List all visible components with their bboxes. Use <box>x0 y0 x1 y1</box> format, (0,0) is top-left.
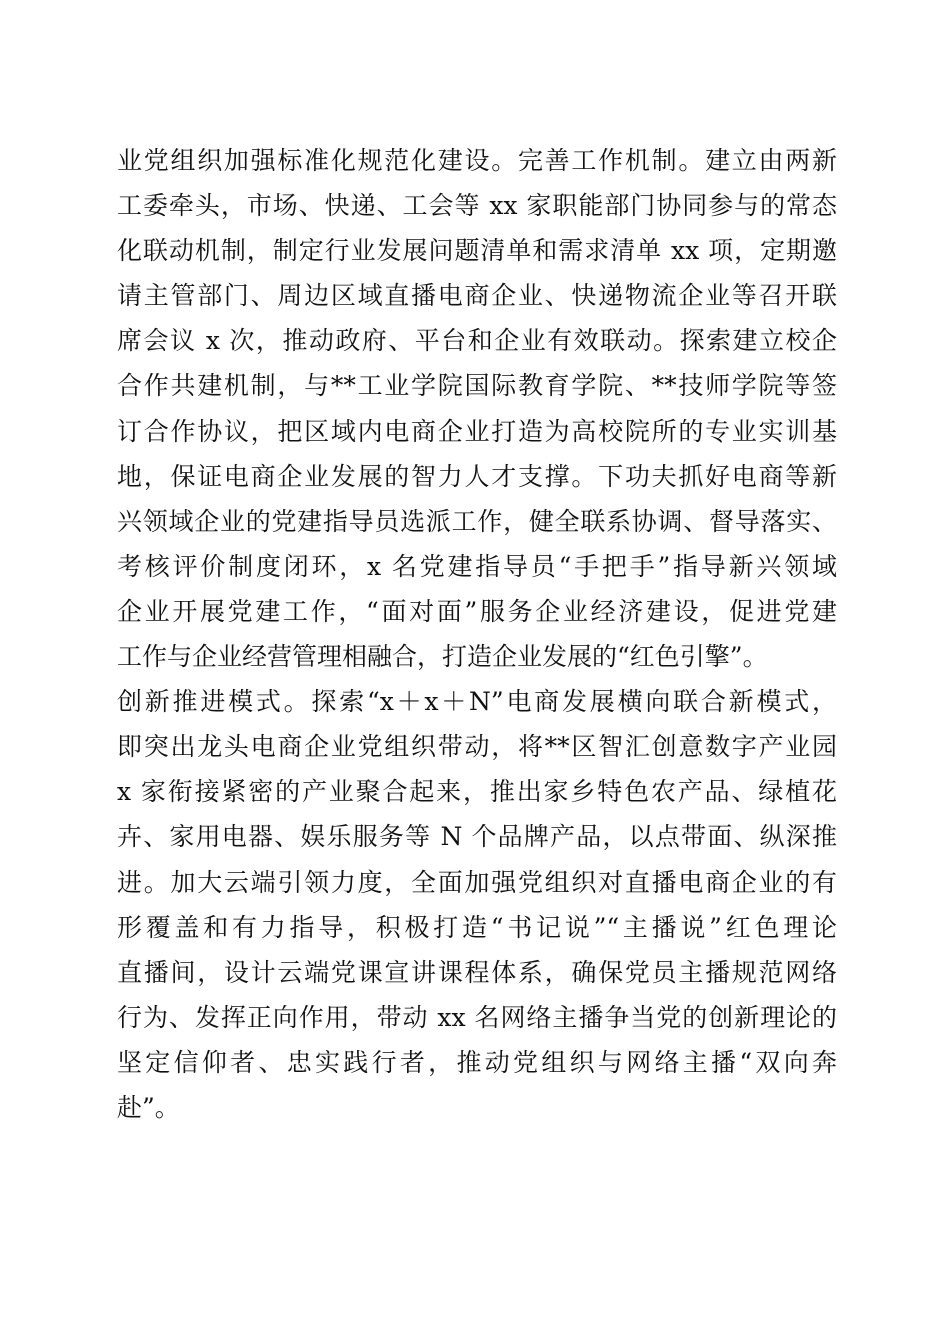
text-line: 创新推进模式。探索“x＋x＋N”电商发展横向联合新模式， <box>117 687 837 717</box>
body-paragraph <box>117 138 837 1130</box>
text-line: 业党组织加强标准化规范化建设。完善工作机制。建立由两新 <box>117 146 837 175</box>
text-line: 即突出龙头电商企业党组织带动，将**区智汇创意数字产业园 <box>117 732 837 762</box>
text-line: 直播间，设计云端党课宣讲课程体系，确保党员主播规范网络 <box>117 957 837 987</box>
text-line: 请主管部门、周边区域直播电商企业、快递物流企业等召开联 <box>117 281 837 311</box>
text-line: 企业开展党建工作，“面对面”服务企业经济建设，促进党建 <box>117 596 837 626</box>
text-line: 合作共建机制，与**工业学院国际教育学院、**技师学院等签 <box>117 371 837 401</box>
text-line: 兴领域企业的党建指导员选派工作，健全联系协调、督导落实、 <box>117 506 837 536</box>
text-line: 卉、家用电器、娱乐服务等 N 个品牌产品，以点带面、纵深推 <box>117 822 837 852</box>
text-line: 进。加大云端引领力度，全面加强党组织对直播电商企业的有 <box>117 867 837 897</box>
text-line: 赴”。 <box>117 1092 180 1122</box>
text-line: 订合作协议，把区域内电商企业打造为高校院所的专业实训基 <box>117 416 837 446</box>
text-line: 行为、发挥正向作用，带动 xx 名网络主播争当党的创新理论的 <box>117 1002 837 1032</box>
text-line: 形覆盖和有力指导，积极打造“书记说”“主播说”红色理论 <box>117 912 837 942</box>
text-line: 席会议 x 次，推动政府、平台和企业有效联动。探索建立校企 <box>117 326 837 356</box>
text-line: 工委牵头，市场、快递、工会等 xx 家职能部门协同参与的常态 <box>117 191 837 221</box>
text-line: 工作与企业经营管理相融合，打造企业发展的“红色引擎”。 <box>117 642 768 672</box>
text-line: x 家衔接紧密的产业聚合起来，推出家乡特色农产品、绿植花 <box>117 777 837 807</box>
text-line: 化联动机制，制定行业发展问题清单和需求清单 xx 项，定期邀 <box>117 236 837 266</box>
text-line: 考核评价制度闭环，x 名党建指导员“手把手”指导新兴领域 <box>117 551 837 581</box>
text-line: 坚定信仰者、忠实践行者，推动党组织与网络主播“双向奔 <box>117 1047 837 1077</box>
text-line: 地，保证电商企业发展的智力人才支撑。下功夫抓好电商等新 <box>117 461 837 491</box>
